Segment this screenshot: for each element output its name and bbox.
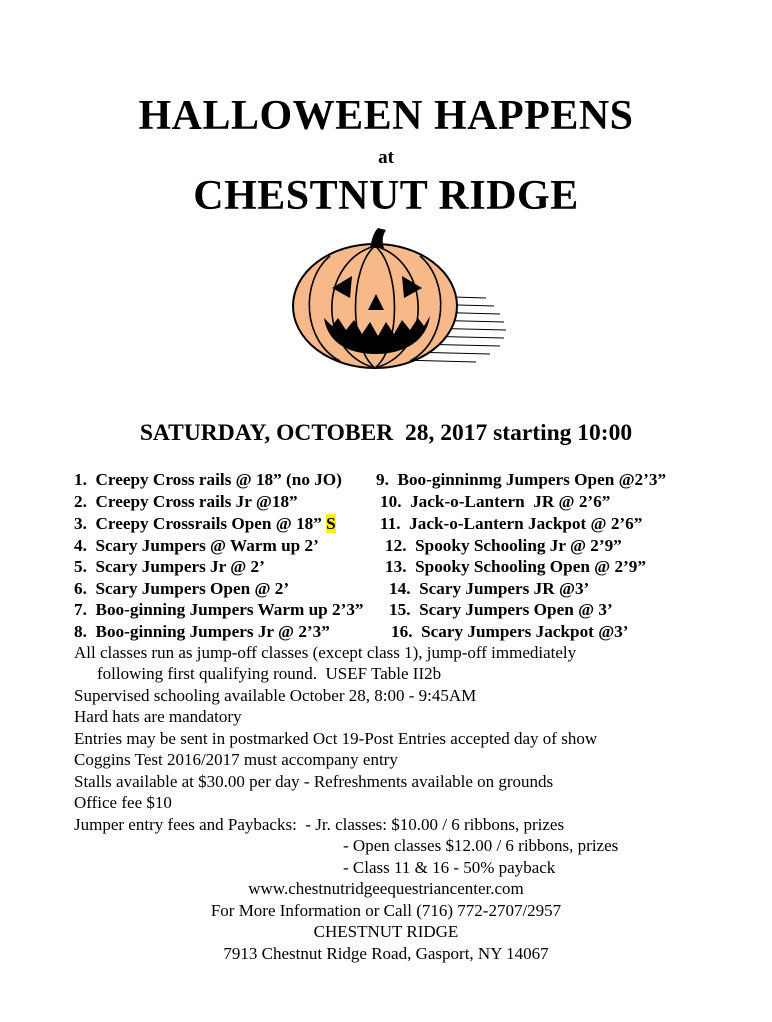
footer-call: For More Information or Call (716) 772-2707/2957 xyxy=(210,901,562,920)
info-jumpoff-line1: All classes run as jump-off classes (except class 1), jump-off immediately xyxy=(74,643,577,662)
class-item-10: 10. Jack-o-Lantern JR @ 2’6” xyxy=(380,492,611,511)
highlight-mark: S xyxy=(326,514,336,533)
info-office-fee: Office fee $10 xyxy=(74,793,172,812)
class-item-9: 9. Boo-ginninmg Jumpers Open @2’3” xyxy=(376,470,667,489)
class-item-3-label: 3. Creepy Crossrails Open @ 18” xyxy=(74,514,327,533)
class-item-1: 1. Creepy Cross rails @ 18” (no JO) xyxy=(74,470,342,489)
info-fees-payback: - Class 11 & 16 - 50% payback xyxy=(343,858,556,877)
class-item-3 xyxy=(74,514,336,534)
footer-address: 7913 Chestnut Ridge Road, Gasport, NY 14067 xyxy=(223,944,549,963)
info-stalls: Stalls available at $30.00 per day - Refreshments available on grounds xyxy=(74,772,554,791)
title-halloween-happens: HALLOWEEN HAPPENS xyxy=(138,93,634,139)
info-fees-open: - Open classes $12.00 / 6 ribbons, prizes xyxy=(343,836,619,855)
title-chestnut-ridge: CHESTNUT RIDGE xyxy=(193,173,579,219)
class-item-15: 15. Scary Jumpers Open @ 3’ xyxy=(389,600,613,619)
info-fees-label: Jumper entry fees and Paybacks: - Jr. classes: $10.00 / 6 ribbons, prizes xyxy=(74,815,565,834)
footer-name: CHESTNUT RIDGE xyxy=(313,922,459,941)
class-item-12: 12. Spooky Schooling Jr @ 2’9” xyxy=(385,536,622,555)
class-item-13: 13. Spooky Schooling Open @ 2’9” xyxy=(385,557,646,576)
class-item-5: 5. Scary Jumpers Jr @ 2’ xyxy=(74,557,265,576)
info-jumpoff-line2: following first qualifying round. USEF Table II2b xyxy=(97,664,442,683)
class-item-16: 16. Scary Jumpers Jackpot @3’ xyxy=(391,622,629,641)
class-item-14: 14. Scary Jumpers JR @3’ xyxy=(389,579,590,598)
info-hard-hats: Hard hats are mandatory xyxy=(74,707,242,726)
class-item-4: 4. Scary Jumpers @ Warm up 2’ xyxy=(74,536,319,555)
jack-o-lantern-icon xyxy=(290,226,510,376)
class-item-11: 11. Jack-o-Lantern Jackpot @ 2’6” xyxy=(380,514,643,533)
class-item-2: 2. Creepy Cross rails Jr @18” xyxy=(74,492,298,511)
info-schooling: Supervised schooling available October 28, 8:00 - 9:45AM xyxy=(74,686,477,705)
class-item-8: 8. Boo-ginning Jumpers Jr @ 2’3” xyxy=(74,622,330,641)
title-at: at xyxy=(378,147,394,168)
info-entries: Entries may be sent in postmarked Oct 19-Post Entries accepted day of show xyxy=(74,729,598,748)
class-item-6: 6. Scary Jumpers Open @ 2’ xyxy=(74,579,290,598)
class-item-7: 7. Boo-ginning Jumpers Warm up 2’3” xyxy=(74,600,364,619)
info-coggins: Coggins Test 2016/2017 must accompany entry xyxy=(74,750,398,769)
event-date: SATURDAY, OCTOBER 28, 2017 starting 10:00 xyxy=(139,420,633,446)
footer-website: www.chestnutridgeequestriancenter.com xyxy=(248,879,524,898)
